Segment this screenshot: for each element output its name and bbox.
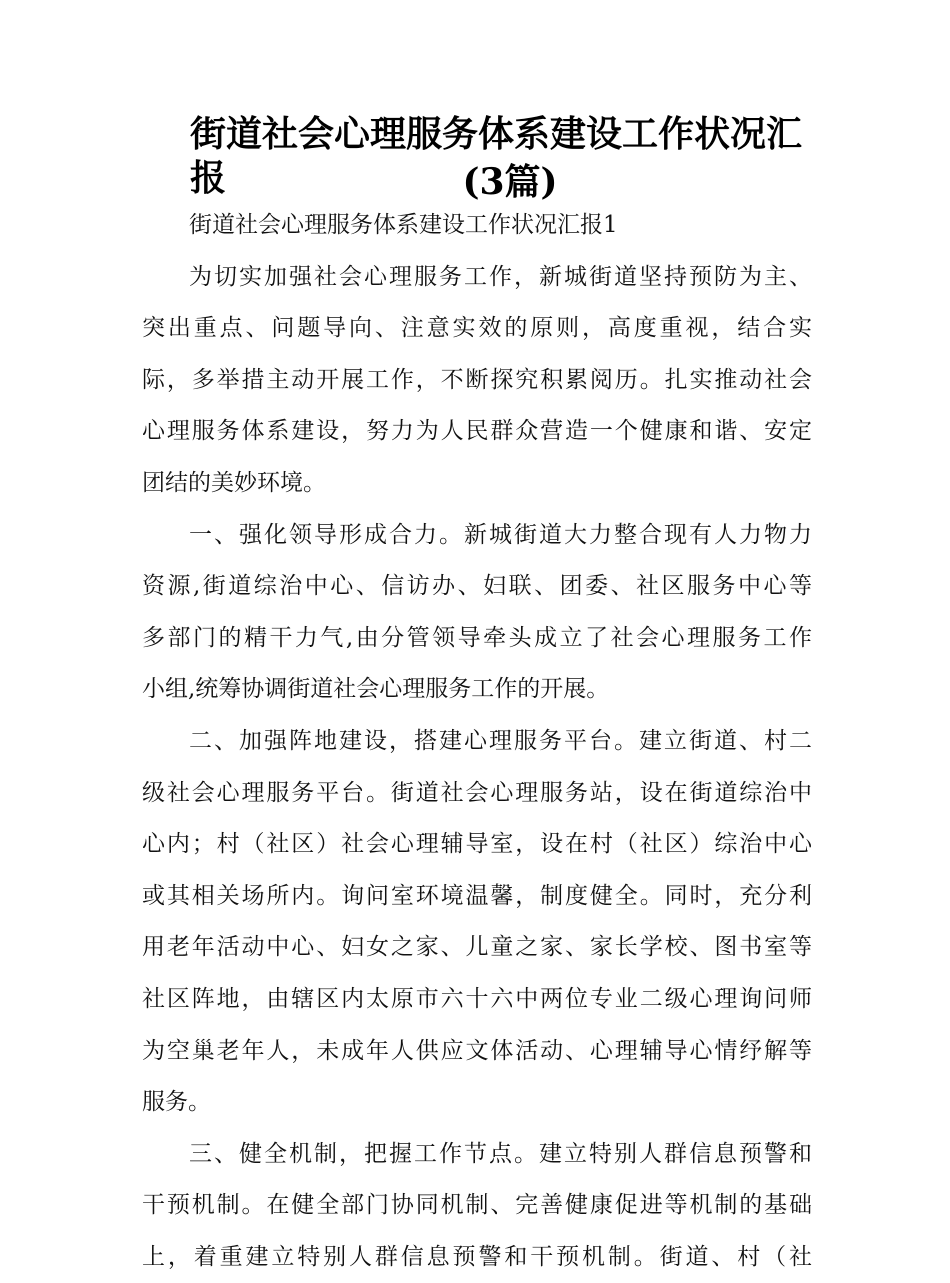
body-line: 三、健全机制，把握工作节点。建立特别人群信息预警和 (189, 1140, 812, 1167)
body-line: 用老年活动中心、妇女之家、儿童之家、家长学校、图书室等 (142, 934, 812, 961)
body-line: 二、加强阵地建设，搭建心理服务平台。建立街道、村二 (189, 727, 812, 754)
body-line: 际，多举措主动开展工作，不断探究积累阅历。扎实推动社会 (142, 366, 812, 393)
body-line: 上，着重建立特别人群信息预警和干预机制。街道、村（社 (142, 1243, 812, 1270)
body-line: 级社会心理服务平台。街道社会心理服务站，设在街道综治中 (142, 779, 812, 806)
body-line: 或其相关场所内。询问室环境温馨，制度健全。同时，充分利 (142, 882, 812, 909)
body-line: 为切实加强社会心理服务工作，新城街道坚持预防为主、 (189, 263, 812, 290)
body-line: 突出重点、问题导向、注意实效的原则，高度重视，结合实 (142, 315, 812, 342)
body-line: 小组,统筹协调街道社会心理服务工作的开展。 (142, 676, 610, 703)
document-body (142, 200, 812, 1283)
document-title-line-1: 街道社会心理服务体系建设工作状况汇报 (190, 113, 803, 199)
body-line: 为空巢老年人，未成年人供应文体活动、心理辅导心情纾解等 (142, 1037, 812, 1064)
body-line: 心理服务体系建设，努力为人民群众营造一个健康和谐、安定 (142, 418, 812, 445)
document-title-line-2: (3篇) (462, 161, 558, 203)
body-line: 一、强化领导形成合力。新城街道大力整合现有人力物力 (189, 521, 812, 548)
body-line: 街道社会心理服务体系建设工作状况汇报1 (189, 212, 618, 238)
body-line: 社区阵地，由辖区内太原市六十六中两位专业二级心理询问师 (142, 985, 812, 1012)
body-line: 多部门的精干力气,由分管领导牵头成立了社会心理服务工作 (142, 624, 812, 651)
body-line: 资源,街道综治中心、信访办、妇联、团委、社区服务中心等 (142, 573, 812, 600)
body-line: 团结的美妙环境。 (142, 469, 326, 496)
body-line: 干预机制。在健全部门协同机制、完善健康促进等机制的基础 (142, 1192, 812, 1219)
body-line: 服务。 (142, 1089, 211, 1116)
body-line: 心内；村（社区）社会心理辅导室，设在村（社区）综治中心 (142, 831, 812, 858)
